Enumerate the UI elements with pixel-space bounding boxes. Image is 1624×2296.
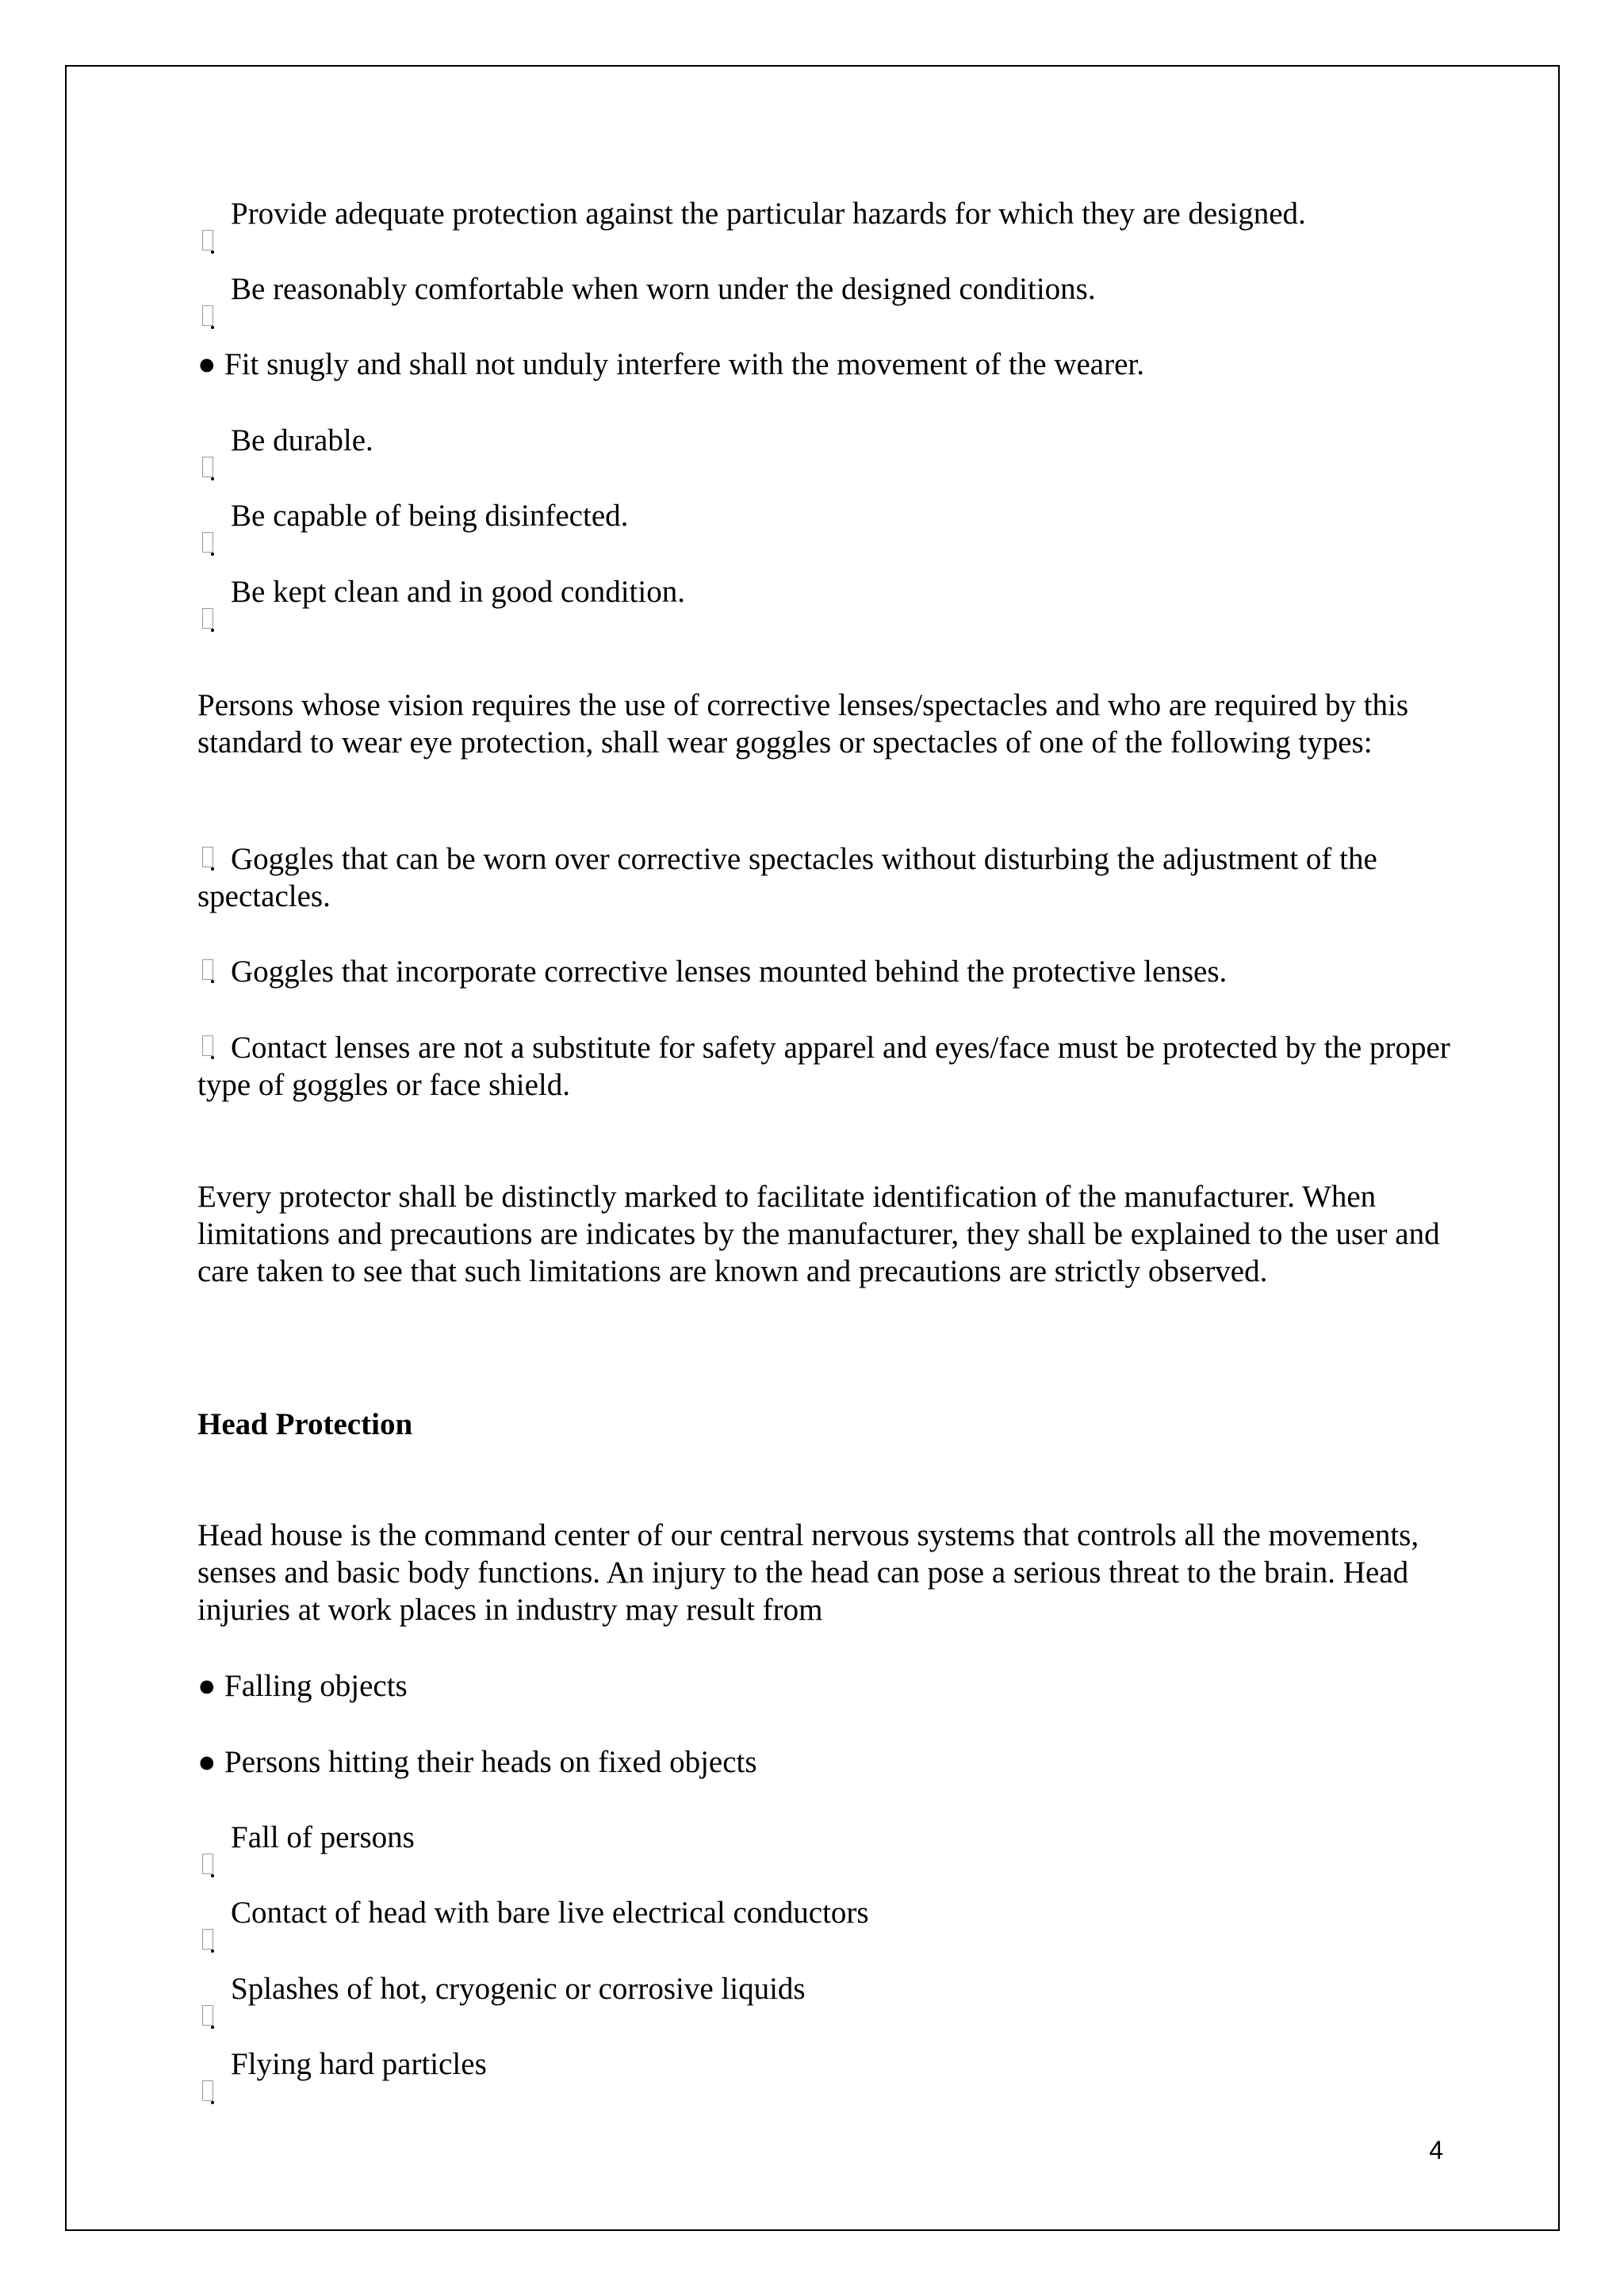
list-item xyxy=(197,497,628,534)
list-item-text: Falling objects xyxy=(224,1669,408,1703)
list-item-text: Contact lenses are not a substitute for safety apparel and eyes/face must be protected by the proper type of goggles or face shield. xyxy=(197,1031,1450,1102)
list-item xyxy=(197,2045,487,2083)
list-item-text: Be durable. xyxy=(231,423,373,457)
paragraph-corrective-lenses: Persons whose vision requires the use of corrective lenses/spectacles and who are required by this standard to wear eye protection, shall wear goggles or spectacles of one of the following types: xyxy=(197,688,1409,760)
list-item-text: Be reasonably comfortable when worn under the designed conditions. xyxy=(231,272,1096,306)
list-item-text: Be kept clean and in good condition. xyxy=(231,575,685,609)
bullet-box-icon xyxy=(197,840,231,872)
paragraph-protector-marking: Every protector shall be distinctly marked to facilitate identification of the manufacturer. When limitations and precautions are indicates by the manufacturer, they shall be explained to the user and care taken to see that such limitations are known and precautions are strictly observed. xyxy=(197,1180,1440,1288)
list-item xyxy=(197,422,373,459)
list-item-text: Persons hitting their heads on fixed objects xyxy=(224,1745,757,1779)
list-item xyxy=(197,270,1096,308)
list-item xyxy=(197,1894,869,1931)
list-item-text: Provide adequate protection against the particular hazards for which they are designed. xyxy=(231,197,1306,231)
list-item xyxy=(197,840,1450,915)
bullet-box-icon xyxy=(197,1029,231,1061)
list-item-text: Fit snugly and shall not unduly interfere with the movement of the wearer. xyxy=(224,347,1144,381)
list-item xyxy=(197,1743,757,1781)
list-item xyxy=(197,1667,408,1705)
paragraph-head-injuries: Head house is the command center of our central nervous systems that controls all the movements, senses and basic body functions. An injury to the head can pose a serious threat to the brain. Head injuries at work places in industry may result from xyxy=(197,1518,1419,1627)
list-item-text: Goggles that can be worn over corrective spectacles without disturbing the adjustment of the spectacles. xyxy=(197,842,1377,913)
page-number: 4 xyxy=(1429,2136,1443,2164)
bullet-dot-icon: ● xyxy=(197,1669,216,1703)
list-item xyxy=(197,953,1450,990)
list-item xyxy=(197,1819,415,1856)
list-item xyxy=(197,346,1144,383)
list-item xyxy=(197,573,685,610)
bullet-box-icon xyxy=(197,953,231,985)
list-item-text: Contact of head with bare live electrical conductors xyxy=(231,1896,869,1930)
list-item-text: Be capable of being disinfected. xyxy=(231,499,629,533)
bullet-dot-icon: ● xyxy=(197,1745,216,1779)
list-item-text: Splashes of hot, cryogenic or corrosive liquids xyxy=(231,1972,806,2006)
list-item-text: Flying hard particles xyxy=(231,2047,487,2081)
list-item xyxy=(197,1970,806,2007)
list-item xyxy=(197,195,1306,232)
section-heading: Head Protection xyxy=(197,1407,413,1441)
list-item-text: Goggles that incorporate corrective lenses mounted behind the protective lenses. xyxy=(231,955,1228,989)
list-item-text: Fall of persons xyxy=(231,1820,415,1854)
bullet-dot-icon: ● xyxy=(197,347,216,381)
list-item xyxy=(197,1029,1450,1104)
